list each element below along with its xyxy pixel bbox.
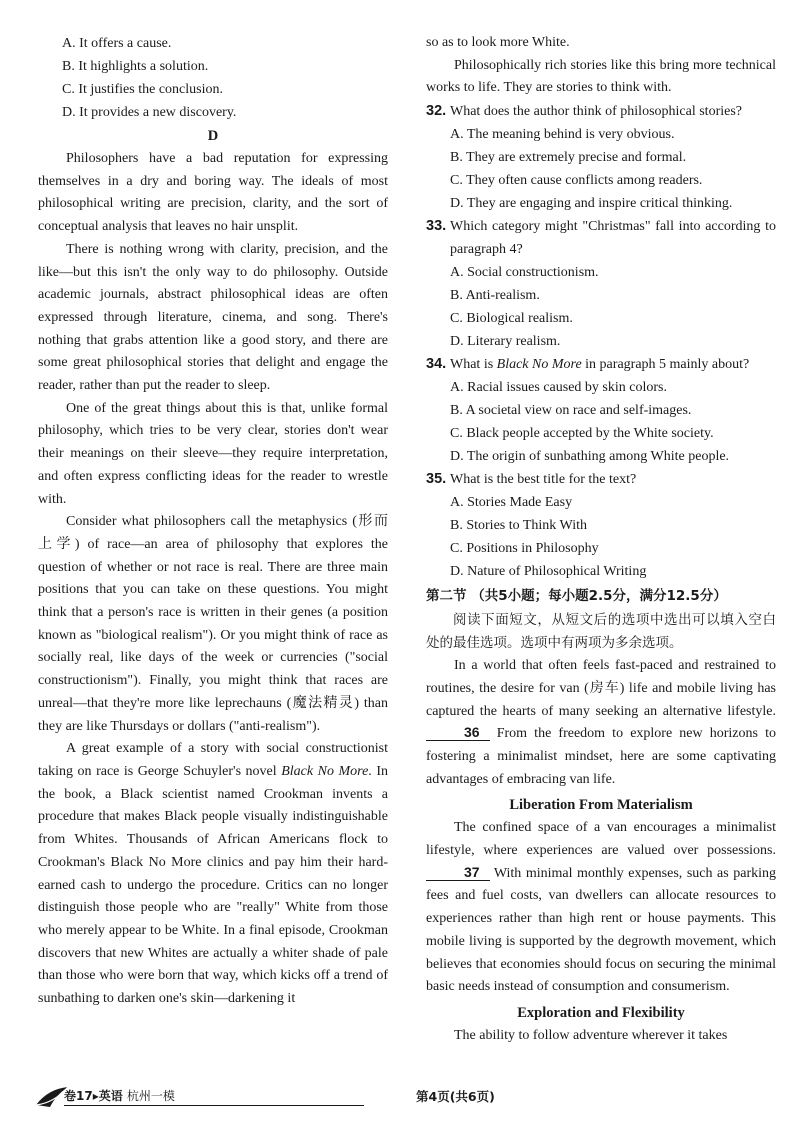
paragraph-5 xyxy=(38,738,388,1010)
right-column xyxy=(426,32,776,1048)
cloze-paragraph-3: The ability to follow adventure wherever it takes xyxy=(454,1027,728,1043)
question-stem: What is the best title for the text? xyxy=(450,472,637,488)
q32-option-a: A. The meaning behind is very obvious. xyxy=(450,127,675,143)
question-35 xyxy=(426,468,776,491)
paragraph-5-end: so as to look more White. xyxy=(426,35,570,50)
q34-option-d: D. The origin of sunbathing among White people. xyxy=(450,449,730,465)
cloze-p1-after: From the freedom to explore new horizons to fostering a minimalist mindset, here are some captivating advantages of embracing van life. xyxy=(426,726,776,787)
q33-option-b: B. Anti-realism. xyxy=(450,288,540,304)
question-stem-before: What is xyxy=(450,357,497,373)
footer-exam-label xyxy=(64,1087,175,1104)
q34-option-a: A. Racial issues caused by skin colors. xyxy=(450,380,667,396)
cloze-p2-before: The confined space of a van encourages a minimalist lifestyle, where experiences are valued over possessions. xyxy=(426,820,776,859)
footer-exam-code: 卷17▸英语 xyxy=(64,1089,123,1103)
paragraph-3: One of the great things about this is that, unlike formal philosophy, which tries to be very clear, stories don't wear their meanings on their sleeve—they require interpretation, and often express conflicting ideas for the reader to wrestle with. xyxy=(38,400,388,507)
blank-37[interactable]: 37 xyxy=(426,864,490,881)
question-stem: Which category might "Christmas" fall into according to paragraph 4? xyxy=(450,219,776,258)
blank-36[interactable]: 36 xyxy=(426,724,490,741)
question-34 xyxy=(426,353,776,376)
heading-exploration: Exploration and Flexibility xyxy=(517,1004,685,1021)
footer-exam-region: 杭州一模 xyxy=(126,1089,175,1103)
q35-option-c: C. Positions in Philosophy xyxy=(450,541,599,557)
q32-option-b: B. They are extremely precise and formal. xyxy=(450,150,687,166)
q33-option-d: D. Literary realism. xyxy=(450,334,561,350)
prev-option-d: D. It provides a new discovery. xyxy=(62,105,237,120)
paragraph-6: Philosophically rich stories like this bring more technical works to life. They are stories to think with. xyxy=(426,57,776,96)
q32-option-d: D. They are engaging and inspire critical thinking. xyxy=(450,196,733,212)
prev-option-c: C. It justifies the conclusion. xyxy=(62,82,223,97)
question-number: 35. xyxy=(426,471,447,488)
cloze-paragraph-2 xyxy=(426,817,776,999)
prev-option-a: A. It offers a cause. xyxy=(62,36,172,51)
paragraph-2: There is nothing wrong with clarity, precision, and the like—but this isn't the only way to do philosophy. Outside academic journals, abstract philosophical ideas are often expressed through literature, cinema, and song. There's nothing that grabs attention like a good story, and there are some great philosophical stories that delight and engage the reader, rather than put the reader to sleep. xyxy=(38,241,388,394)
question-number: 34. xyxy=(426,356,447,373)
question-stem-title: Black No More xyxy=(496,357,582,373)
section-2-instructions: 阅读下面短文，从短文后的选项中选出可以填入空白处的最佳选项。选项中有两项为多余选项。 xyxy=(426,612,776,652)
question-33 xyxy=(426,215,776,261)
passage-letter: D xyxy=(207,128,219,144)
cloze-p2-after: With minimal monthly expenses, such as parking fees and fuel costs, van dwellers can allocate resources to experiences rather than high rent or house payments. This mobile living is supported by the degrowth movement, which believes that economies should focus on securing the minimal basic needs instead of consumption and consumerism. xyxy=(426,865,776,995)
paragraph-5-rest: . In the book, a Black scientist named Crookman invents a procedure that makes Black people visually indistinguishable from Whites. Thousands of African Americans flock to Crookman's Black No More clinics and pay him their hard-earned cash to undergo the procedure. Critics can no longer distinguish those people who are "really" White from those who merely appear to be White. In a final episode, Crookman discovers that new Whites are actually a whiter shade of pale than those who were born that way, which kicks off a trend of sunbathing to darken one's skin—darkening it xyxy=(38,763,388,1007)
footer-rule xyxy=(64,1105,364,1106)
q35-option-a: A. Stories Made Easy xyxy=(450,495,573,511)
paragraph-5-start: A great example of a story with social constructionist taking on race is George Schuyler's novel xyxy=(38,741,388,779)
novel-title: Black No More xyxy=(281,763,369,779)
q34-option-c: C. Black people accepted by the White society. xyxy=(450,426,714,442)
q32-option-c: C. They often cause conflicts among readers. xyxy=(450,173,703,189)
prev-option-b: B. It highlights a solution. xyxy=(62,59,209,74)
left-column xyxy=(38,32,388,1011)
page-footer xyxy=(0,1083,800,1113)
question-number: 33. xyxy=(426,218,447,235)
question-32 xyxy=(426,100,776,123)
paragraph-1: Philosophers have a bad reputation for expressing themselves in a dry and boring way. The ideals of most philosophical writing are precision, clarity, and the sort of conceptual analysis that leaves no hair unsplit. xyxy=(38,151,388,235)
cloze-p1-before: In a world that often feels fast-paced and restrained to routines, the desire for van (房车) life and mobile living has captured the hearts of many seeking an alternative lifestyle. xyxy=(426,658,776,719)
section-2-title: 第二节 （共5小题；每小题2.5分，满分12.5分） xyxy=(426,588,727,605)
page-number: 第4页(共6页) xyxy=(416,1089,495,1104)
q35-option-b: B. Stories to Think With xyxy=(450,518,587,534)
heading-liberation: Liberation From Materialism xyxy=(509,797,693,814)
q35-option-d: D. Nature of Philosophical Writing xyxy=(450,564,647,580)
q33-option-a: A. Social constructionism. xyxy=(450,265,599,281)
paragraph-4: Consider what philosophers call the metaphysics (形而上学) of race—an area of philosophy that explores the question of whether or not race is real. There are three main positions that you can take on these questions. You might think that a person's race is written in their genes (a position known as "biological realism"). Or you might think of race as socially real, like days of the week or currencies ("social constructionism"). Finally, you might think that races are unreal—that they're more like leprechauns (魔法精灵) than they are like Thursdays or dollars ("anti-realism"). xyxy=(38,514,388,734)
question-number: 32. xyxy=(426,103,447,120)
q34-option-b: B. A societal view on race and self-images. xyxy=(450,403,692,419)
question-stem: What does the author think of philosophical stories? xyxy=(450,104,742,120)
question-stem-after: in paragraph 5 mainly about? xyxy=(581,357,750,373)
q33-option-c: C. Biological realism. xyxy=(450,311,573,327)
cloze-paragraph-1 xyxy=(426,655,776,791)
